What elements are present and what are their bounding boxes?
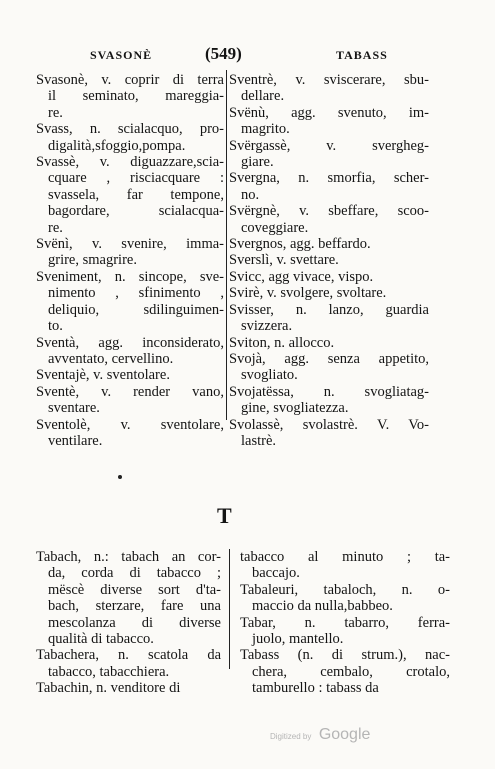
watermark-brand: Google [318, 726, 371, 743]
dictionary-entry [240, 647, 450, 696]
digitized-watermark [270, 726, 370, 744]
dictionary-entry [36, 72, 224, 121]
dictionary-entry [229, 252, 429, 268]
running-head-right: TABASS [336, 48, 388, 62]
page-header [0, 46, 495, 66]
dictionary-entry [36, 121, 224, 154]
entry-line: Svassè, v. diguazzare,scia- [36, 154, 224, 171]
entry-line: Svënù, agg. svenuto, im- [229, 104, 429, 121]
entry-line: giare. [241, 154, 274, 171]
entry-line: gine, svogliatezza. [241, 400, 349, 417]
entry-line: Svënì, v. svenire, imma- [36, 236, 224, 253]
ink-dot [118, 475, 122, 479]
entry-line: ventilare. [48, 432, 103, 449]
entry-line: chera, cembalo, crotalo, [252, 663, 450, 680]
entry-line: grire, smagrire. [48, 252, 137, 269]
column-divider-top [226, 70, 227, 420]
entry-line: avventato, cervellino. [48, 350, 174, 367]
entry-line: digalità,sfoggio,pompa. [48, 137, 186, 154]
entry-line: tabacco al minuto ; ta- [240, 549, 450, 565]
entry-line: maccio da nulla,babbeo. [252, 598, 393, 615]
entry-line: deliquio, sdilinguimen- [48, 301, 224, 318]
entry-line: no. [241, 186, 260, 203]
entry-line: Sverslì, v. svettare. [229, 252, 339, 269]
entry-line: svassela, far tempone, [48, 186, 224, 203]
watermark-prefix: Digitized by [270, 732, 312, 741]
dictionary-entry [36, 367, 224, 383]
entry-line: Tabar, n. tabarro, ferra- [240, 614, 450, 631]
entry-line: Svojà, agg. senza appetito, [229, 350, 429, 367]
entry-line: coveggiare. [241, 219, 309, 236]
entry-line: Sventè, v. render vano, [36, 383, 224, 400]
entry-line: Tabachera, n. scatola da [36, 647, 221, 664]
dictionary-entry [229, 302, 429, 335]
column-right-top [229, 72, 429, 449]
entry-line: Sventà, agg. inconsiderato, [36, 334, 224, 351]
entry-line: bach, sterzare, fare una [48, 598, 221, 615]
dictionary-entry [36, 335, 224, 368]
entry-line: re. [48, 104, 63, 121]
running-head-left: SVASONÈ [90, 48, 153, 62]
entry-line: mëscè diverse sort d'ta- [48, 581, 221, 598]
entry-line: dellare. [241, 88, 285, 105]
entry-line: mescolanza di diverse [48, 614, 221, 631]
entry-line: re. [48, 219, 63, 236]
column-right-bottom [240, 549, 450, 697]
entry-line: nimento , sfinimento , [48, 285, 224, 302]
dictionary-entry [36, 384, 224, 417]
dictionary-entry [36, 549, 221, 647]
entry-line: sventare. [48, 400, 100, 417]
dictionary-entry [229, 72, 429, 105]
dictionary-entry [229, 384, 429, 417]
dictionary-entry [229, 351, 429, 384]
entry-line: Tabachin, n. venditore di [36, 680, 181, 697]
dictionary-entry [240, 615, 450, 648]
page-number: (549) [205, 44, 242, 63]
entry-line: tabacco, tabacchiera. [48, 663, 170, 680]
dictionary-entry [36, 680, 221, 696]
entry-line: Svass, n. scialacquo, pro- [36, 121, 224, 138]
section-letter: T [217, 503, 232, 528]
dictionary-entry [229, 269, 429, 285]
dictionary-entry [229, 236, 429, 252]
entry-line: Svicc, agg vivace, vispo. [229, 268, 374, 285]
entry-line: juolo, mantello. [252, 631, 344, 648]
dictionary-entry [229, 203, 429, 236]
entry-line: Svirè, v. svolgere, svoltare. [229, 285, 387, 302]
entry-line: Tabach, n.: tabach an cor- [36, 549, 221, 565]
column-left-bottom [36, 549, 221, 697]
entry-line: tamburello : tabass da [252, 680, 379, 697]
dictionary-entry [36, 417, 224, 450]
entry-line: svogliato. [241, 367, 298, 384]
dictionary-entry [229, 417, 429, 450]
entry-line: Svergnos, agg. beffardo. [229, 236, 371, 253]
entry-line: Svërgnè, v. sbeffare, scoo- [229, 203, 429, 220]
entry-line: Sventrè, v. sviscerare, sbu- [229, 72, 429, 88]
entry-line: Tabass (n. di strum.), nac- [240, 647, 450, 664]
entry-line: Sventolè, v. sventolare, [36, 416, 224, 433]
entry-line: Sviton, n. allocco. [229, 334, 335, 351]
entry-line: da, corda di tabacco ; [48, 565, 221, 582]
dictionary-entry [240, 582, 450, 615]
dictionary-entry [36, 269, 224, 335]
dictionary-entry [36, 236, 224, 269]
entry-line: qualità di tabacco. [48, 631, 154, 648]
dictionary-entry [36, 154, 224, 236]
entry-line: Svergna, n. smorfia, scher- [229, 170, 429, 187]
dictionary-entry [229, 335, 429, 351]
entry-line: Sventajè, v. sventolare. [36, 367, 170, 384]
entry-line: Svolassè, svolastrè. V. Vo- [229, 416, 429, 433]
entry-line: bagordare, scialacqua- [48, 203, 224, 220]
dictionary-entry [229, 105, 429, 138]
entry-line: magrito. [241, 121, 290, 138]
entry-line: il seminato, mareggia- [48, 88, 224, 105]
entry-line: Sveniment, n. sincope, sve- [36, 268, 224, 285]
column-divider-bottom [229, 549, 230, 669]
dictionary-entry [229, 170, 429, 203]
entry-line: baccajo. [252, 565, 300, 582]
dictionary-entry [36, 647, 221, 680]
entry-line: Svasonè, v. coprir di terra [36, 72, 224, 88]
column-left-top [36, 72, 224, 449]
dictionary-entry [240, 549, 450, 582]
entry-line: lastrè. [241, 432, 277, 449]
entry-line: Tabaleuri, tabaloch, n. o- [240, 581, 450, 598]
entry-line: to. [48, 318, 63, 335]
dictionary-entry [229, 285, 429, 301]
entry-line: Svojatëssa, n. svogliatag- [229, 383, 429, 400]
entry-line: svizzera. [241, 318, 293, 335]
entry-line: Svërgassè, v. svergheg- [229, 137, 429, 154]
dictionary-entry [229, 138, 429, 171]
entry-line: Svisser, n. lanzo, guardia [229, 301, 429, 318]
entry-line: cquare , risciacquare : [48, 170, 224, 187]
